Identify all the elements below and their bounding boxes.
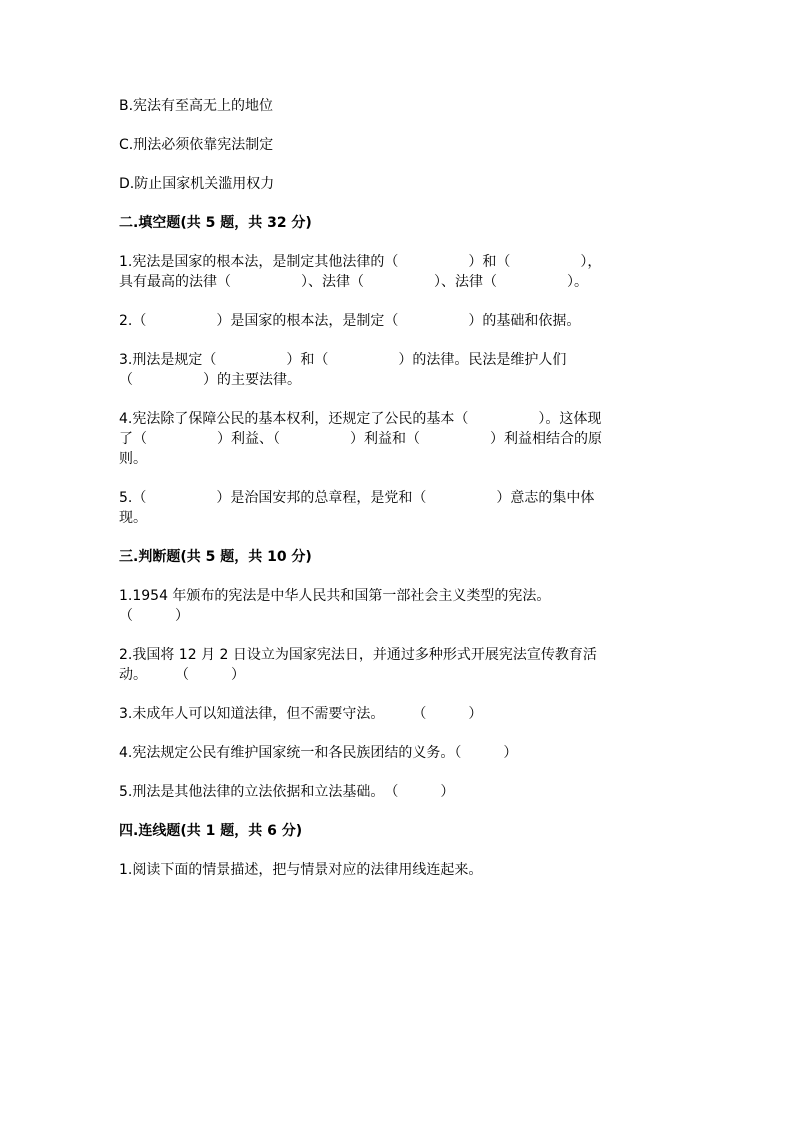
section-4-title: 四.连线题(共 1 题，共 6 分) [119,823,303,839]
fill-question-5 [119,488,679,528]
question-line: 3.未成年人可以知道法律，但不需要守法。 （ ） [119,706,483,722]
question-line: （ ） [119,608,189,624]
question-line: 2.我国将 12 月 2 日设立为国家宪法日，并通过多种形式开展宪法宣传教育活 [119,647,597,663]
matching-question-1 [119,860,679,880]
question-line: 5.（ ）是治国安邦的总章程，是党和（ ）意志的集中体 [119,490,595,506]
question-line: 3.刑法是规定（ ）和（ ）的法律。民法是维护人们 [119,352,567,368]
question-line: 4.宪法除了保障公民的基本权利，还规定了公民的基本（ ）。这体现 [119,411,602,427]
question-line: 了（ ）利益、（ ）利益和（ ）利益相结合的原 [119,431,602,447]
question-line: 具有最高的法律（ ）、法律（ ）、法律（ ）。 [119,274,588,290]
question-line: 5.刑法是其他法律的立法依据和立法基础。 （ ） [119,784,455,800]
question-line: （ ）的主要法律。 [119,372,301,388]
judge-question-3 [119,704,679,724]
option-d: D.防止国家机关滥用权力 [119,176,275,192]
question-line: 1.阅读下面的情景描述，把与情景对应的法律用线连起来。 [119,862,483,878]
judge-question-2 [119,645,679,685]
question-line: 1.1954 年颁布的宪法是中华人民共和国第一部社会主义类型的宪法。 [119,588,551,604]
question-line: 现。 [119,510,147,526]
judge-question-1 [119,586,679,626]
question-line: 动。 （ ） [119,667,245,683]
fill-question-4 [119,409,679,469]
fill-question-3 [119,350,679,390]
exam-page [119,96,679,899]
judge-question-5 [119,782,679,802]
option-c: C.刑法必须依靠宪法制定 [119,137,274,153]
section-3-title: 三.判断题(共 5 题，共 10 分) [119,549,312,565]
section-2-title: 二.填空题(共 5 题，共 32 分) [119,215,312,231]
question-line: 1.宪法是国家的根本法，是制定其他法律的（ ）和（ ）， [119,254,602,270]
question-line: 2.（ ）是国家的根本法，是制定（ ）的基础和依据。 [119,313,581,329]
question-line: 则。 [119,451,147,467]
judge-question-4 [119,743,679,763]
option-b: B.宪法有至高无上的地位 [119,98,274,114]
fill-question-1 [119,252,679,292]
question-line: 4.宪法规定公民有维护国家统一和各民族团结的义务。（ ） [119,745,518,761]
fill-question-2 [119,311,679,331]
